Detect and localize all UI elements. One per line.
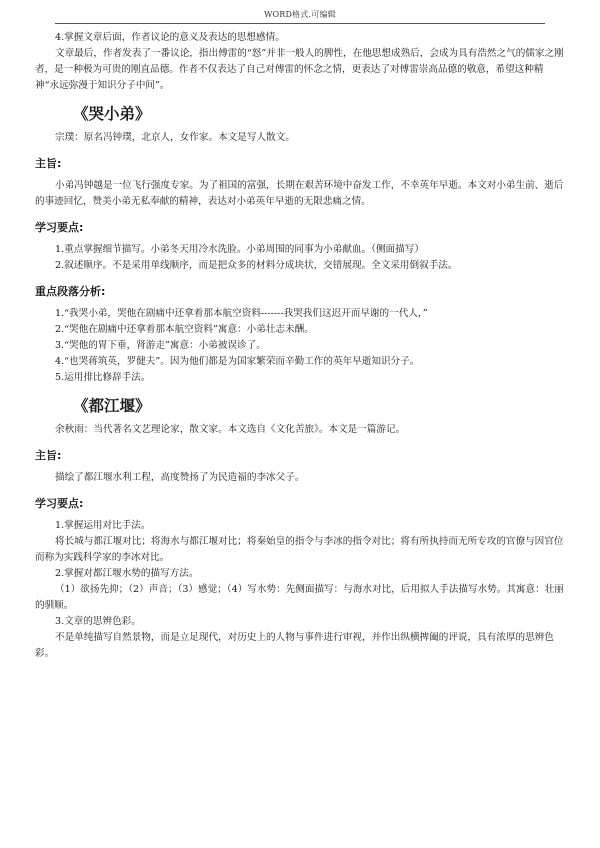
analysis-item: 4.“也哭蒋筑英，罗健夫”。因为他们都是为国家繁荣而辛勤工作的英年早逝知识分子。 bbox=[55, 356, 420, 367]
point-item: 3.文章的思辨色彩。 bbox=[55, 616, 141, 627]
point-detail: 将长城与都江堰对比；将海水与都江堰对比；将秦始皇的指令与李冰的指令对比；将有所执持而无所专攻的官僚与因官位而称为实践科学家的李冰对比。 bbox=[35, 536, 564, 563]
point-item: 1.重点掌握细节描写。小弟冬天用冷水洗脸。小弟周围的同事为小弟献血。（侧面描写） bbox=[55, 244, 424, 255]
points-heading-2: 学习要点: bbox=[35, 497, 84, 510]
analysis-item: 5.运用排比修辞手法。 bbox=[55, 372, 151, 383]
analysis-item: 3.“哭他的胃下垂，肾游走”寓意：小弟被误诊了。 bbox=[55, 340, 266, 351]
page-content bbox=[35, 30, 565, 662]
section-title-dujiangyan: 《都江堰》 bbox=[73, 397, 151, 415]
author-intro-2: 余秋雨：当代著名文艺理论家，散文家。本文选自《文化苦旅》。本文是一篇游记。 bbox=[55, 424, 406, 435]
top-item-4: 4.掌握文章后面，作者议论的意义及表达的思想感情。 bbox=[55, 32, 285, 43]
points-heading-1: 学习要点: bbox=[35, 221, 84, 234]
theme-heading-1: 主旨: bbox=[35, 157, 62, 170]
header-rule bbox=[55, 23, 545, 24]
point-detail: （1）欲扬先抑；（2）声音；（3）感觉；（4）写水势：先侧面描写：与海水对比，后用拟人手法描写水势。其寓意：壮丽的驯顺。 bbox=[35, 584, 564, 611]
point-detail: 不是单纯描写自然景物，而是立足现代，对历史上的人物与事件进行审视，并作出纵横捭阖的评说，具有浓厚的思辨色彩。 bbox=[35, 632, 554, 659]
theme-text-2: 描绘了都江堰水利工程，高度赞扬了为民造福的李冰父子。 bbox=[55, 472, 305, 483]
point-item: 2.叙述顺序。不是采用单线顺序，而是把众多的材料分成块状，交错展现。全文采用倒叙手法。 bbox=[55, 260, 458, 271]
analysis-item: 1.“我哭小弟，哭他在剧痛中还拿着那本航空资料-------我哭我们这迟开而早谢的一代人，” bbox=[55, 308, 428, 319]
point-item: 2.掌握对都江堰水势的描写方法。 bbox=[55, 568, 199, 579]
author-intro-1: 宗璞：原名冯钟璞，北京人，女作家。本文是写人散文。 bbox=[55, 132, 295, 143]
point-item: 1.掌握运用对比手法。 bbox=[55, 520, 151, 531]
top-paragraph: 文章最后，作者发表了一番议论，指出傅雷的“怒”并非一般人的脾性，在他思想成熟后，会成为具有浩然之气的儒家之刚者，是一种极为可贵的刚直品德。作者不仅表达了自己对傅雷的怀念之情，更表达了对傅雷崇高品德的敬意，希望这种精神“永远弥漫于知识分子中间”。 bbox=[35, 48, 564, 91]
analysis-heading: 重点段落分析: bbox=[35, 285, 106, 298]
analysis-item: 2.“哭他在剧痛中还拿着那本航空资料”寓意：小弟壮志未酬。 bbox=[55, 324, 314, 335]
theme-heading-2: 主旨: bbox=[35, 449, 62, 462]
theme-text-1: 小弟冯钟越是一位飞行强度专家。为了祖国的富强，长期在艰苦环境中奋发工作，不幸英年早逝。本文对小弟生前、逝后的事迹回忆，赞美小弟无私奉献的精神，表达对小弟英年早逝的无限悲痛之情。 bbox=[35, 180, 564, 207]
section-title-ku-xiaodi: 《哭小弟》 bbox=[73, 105, 151, 123]
page-header: WORD格式.可编辑 bbox=[264, 10, 336, 19]
